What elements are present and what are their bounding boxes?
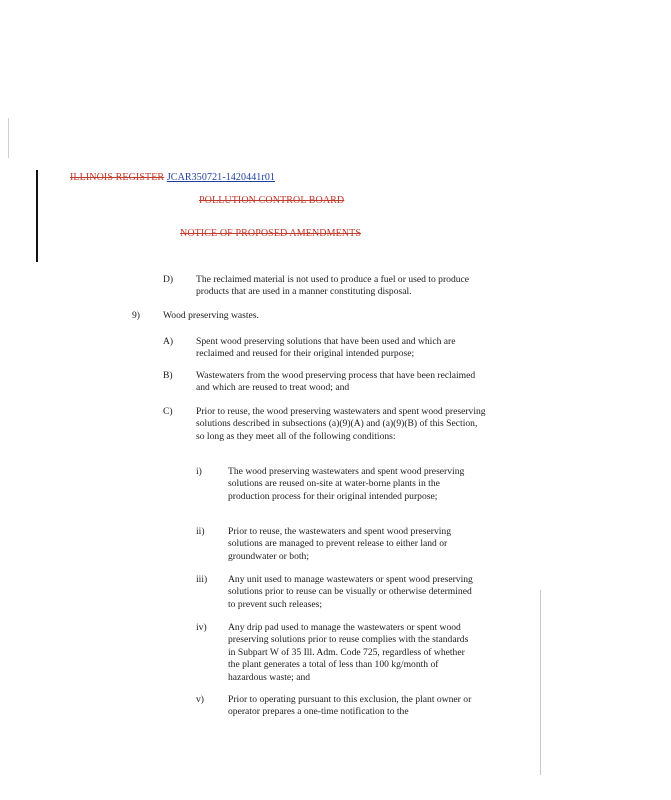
- register-header: [70, 172, 275, 183]
- item-text: Wastewaters from the wood preserving process that have been reclaimed and which are reused to treat wood; and: [196, 370, 476, 394]
- item-label: D): [163, 274, 174, 285]
- item-label: iii): [196, 574, 208, 585]
- notice-header: NOTICE OF PROPOSED AMENDMENTS: [180, 228, 361, 239]
- item-label: C): [163, 406, 173, 417]
- item-text: The wood preserving wastewaters and spent wood preserving solutions are reused on-site at water-borne plants in the production process for their original intended purpose;: [228, 466, 465, 502]
- item-text: Prior to reuse, the wood preserving wastewaters and spent wood preserving solutions described in subsections (a)(9)(A) and (a)(9)(B) of this Section, so long as they meet all of the following conditions:: [196, 406, 486, 442]
- scan-artifact-top: [8, 118, 9, 158]
- item-label: iv): [196, 622, 207, 633]
- item-text: Any drip pad used to manage the wastewaters or spent wood preserving solutions prior to reuse complies with the standards in Subpart W of 35 Ill. Adm. Code 725, regardless of whether the plant generates a total of less than 100 kg/month of hazardous waste; and: [228, 622, 469, 683]
- item-label: B): [163, 370, 173, 381]
- register-struck-text: ILLINOIS REGISTER: [70, 172, 165, 183]
- item-label: i): [196, 466, 202, 477]
- item-label: ii): [196, 526, 205, 537]
- item-label: A): [163, 336, 174, 347]
- item-text: The reclaimed material is not used to produce a fuel or used to produce products that are used in a manner constituting disposal.: [196, 274, 470, 298]
- item-label: v): [196, 694, 204, 705]
- item-text: Prior to reuse, the wastewaters and spent wood preserving solutions are managed to prevent release to either land or groundwater or both;: [228, 526, 451, 562]
- scan-artifact-right: [540, 590, 541, 775]
- item-text: Prior to operating pursuant to this exclusion, the plant owner or operator prepares a one-time notification to the: [228, 694, 472, 718]
- register-inserted-text: JCAR350721-1420441r01: [166, 172, 276, 183]
- item-text: Any unit used to manage wastewaters or spent wood preserving solutions prior to reuse can be visually or otherwise determined to prevent such releases;: [228, 574, 473, 610]
- revision-bar: [36, 170, 38, 262]
- item-label: 9): [132, 310, 140, 321]
- item-text: Spent wood preserving solutions that have been used and which are reclaimed and reused for their original intended purpose;: [196, 336, 456, 360]
- board-header: POLLUTION CONTROL BOARD: [199, 195, 345, 206]
- item-text: Wood preserving wastes.: [163, 310, 259, 321]
